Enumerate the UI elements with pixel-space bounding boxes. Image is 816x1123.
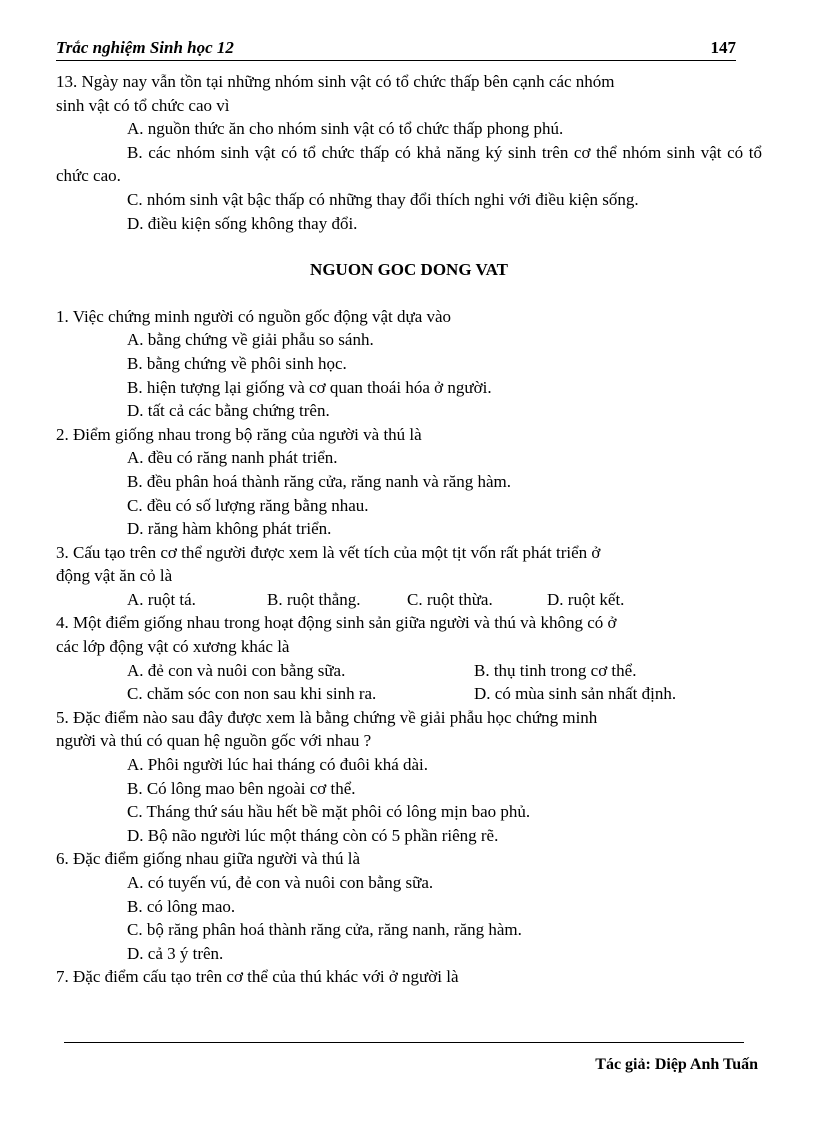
question-stem: 6. Đặc điểm giống nhau giữa người và thú là [56, 849, 361, 869]
option-c: C. Tháng thứ sáu hầu hết bề mặt phôi có lông mịn bao phủ. [127, 802, 531, 822]
footer-divider [64, 1042, 744, 1043]
option-a: A. ruột tá. [127, 589, 196, 609]
question-6 [56, 847, 762, 965]
option-d: D. có mùa sinh sản nhất định. [474, 684, 677, 704]
question-stem-cont: sinh vật có tổ chức cao vì [56, 95, 230, 115]
option-a: A. có tuyến vú, đẻ con và nuôi con bằng sữa. [127, 873, 434, 892]
options-row [56, 659, 762, 683]
question-1 [56, 305, 762, 423]
question-stem-cont: động vật ăn cỏ là [56, 566, 173, 586]
question-2 [56, 423, 762, 541]
question-13 [56, 70, 762, 235]
option-d: D. tất cả các bằng chứng trên. [127, 401, 330, 421]
options-row [56, 588, 762, 612]
footer-author: Tác giả: Diệp Anh Tuấn [595, 1056, 758, 1073]
option-b: B. các nhóm sinh vật có tổ chức thấp có khả năng ký sinh trên cơ thể nhóm sinh vật có tổ chức cao. [56, 142, 762, 186]
question-stem: 1. Việc chứng minh người có nguồn gốc động vật dựa vào [56, 306, 452, 326]
question-7 [56, 965, 762, 989]
option-c: C. đều có số lượng răng bằng nhau. [127, 495, 369, 515]
option-c: C. ruột thừa. [407, 589, 493, 609]
option-d: D. ruột kết. [547, 589, 625, 609]
question-stem: 2. Điểm giống nhau trong bộ răng của người và thú là [56, 424, 422, 444]
option-d: D. răng hàm không phát triển. [127, 519, 332, 539]
option-a: A. Phôi người lúc hai tháng có đuôi khá dài. [127, 755, 429, 775]
option-d: D. cả 3 ý trên. [127, 943, 224, 963]
question-stem: 3. Cấu tạo trên cơ thể người được xem là vết tích của một tịt vốn rất phát triển ở [56, 542, 601, 562]
option-b: B. đều phân hoá thành răng cửa, răng nanh và răng hàm. [127, 471, 512, 491]
question-stem: 13. Ngày nay vẫn tồn tại những nhóm sinh vật có tổ chức thấp bên cạnh các nhóm [56, 72, 615, 91]
question-3 [56, 541, 762, 612]
option-c: C. bộ răng phân hoá thành răng cửa, răng nanh, răng hàm. [127, 920, 522, 940]
option-b: B. bằng chứng về phôi sinh học. [127, 353, 347, 373]
page-content [56, 70, 762, 989]
question-stem: 5. Đặc điểm nào sau đây được xem là bằng chứng về giải phẫu học chứng minh [56, 707, 598, 727]
header-title: Trắc nghiệm Sinh học 12 [56, 38, 234, 57]
option-d: D. điều kiện sống không thay đổi. [127, 213, 358, 233]
option-c: B. hiện tượng lại giống và cơ quan thoái hóa ở người. [127, 377, 492, 397]
page-header [56, 38, 736, 61]
question-stem-cont: các lớp động vật có xương khác là [56, 637, 290, 657]
option-b: B. có lông mao. [127, 896, 236, 916]
option-b: B. Có lông mao bên ngoài cơ thể. [127, 778, 356, 798]
option-b: B. ruột thẳng. [267, 589, 361, 609]
option-c: C. chăm sóc con non sau khi sinh ra. [127, 684, 377, 704]
option-a: A. đẻ con và nuôi con bằng sữa. [127, 660, 346, 680]
page-number: 147 [710, 38, 736, 57]
options-row [56, 682, 762, 706]
option-a: A. bằng chứng về giải phẫu so sánh. [127, 330, 374, 350]
option-b: B. thụ tinh trong cơ thể. [474, 660, 637, 680]
option-a: A. đều có răng nanh phát triển. [127, 448, 338, 468]
option-d: D. Bộ não người lúc một tháng còn có 5 phần riêng rẽ. [127, 825, 499, 845]
question-4 [56, 611, 762, 705]
option-a: A. nguồn thức ăn cho nhóm sinh vật có tổ chức thấp phong phú. [127, 119, 564, 139]
option-c: C. nhóm sinh vật bậc thấp có những thay đổi thích nghi với điều kiện sống. [127, 189, 639, 209]
question-stem: 7. Đặc điểm cấu tạo trên cơ thể của thú khác với ở người là [56, 967, 459, 987]
question-stem: 4. Một điểm giống nhau trong hoạt động sinh sản giữa người và thú và không có ở [56, 613, 617, 633]
question-stem-cont: người và thú có quan hệ nguồn gốc với nhau ? [56, 731, 372, 751]
section-title: NGUON GOC DONG VAT [310, 260, 508, 280]
question-5 [56, 706, 762, 848]
